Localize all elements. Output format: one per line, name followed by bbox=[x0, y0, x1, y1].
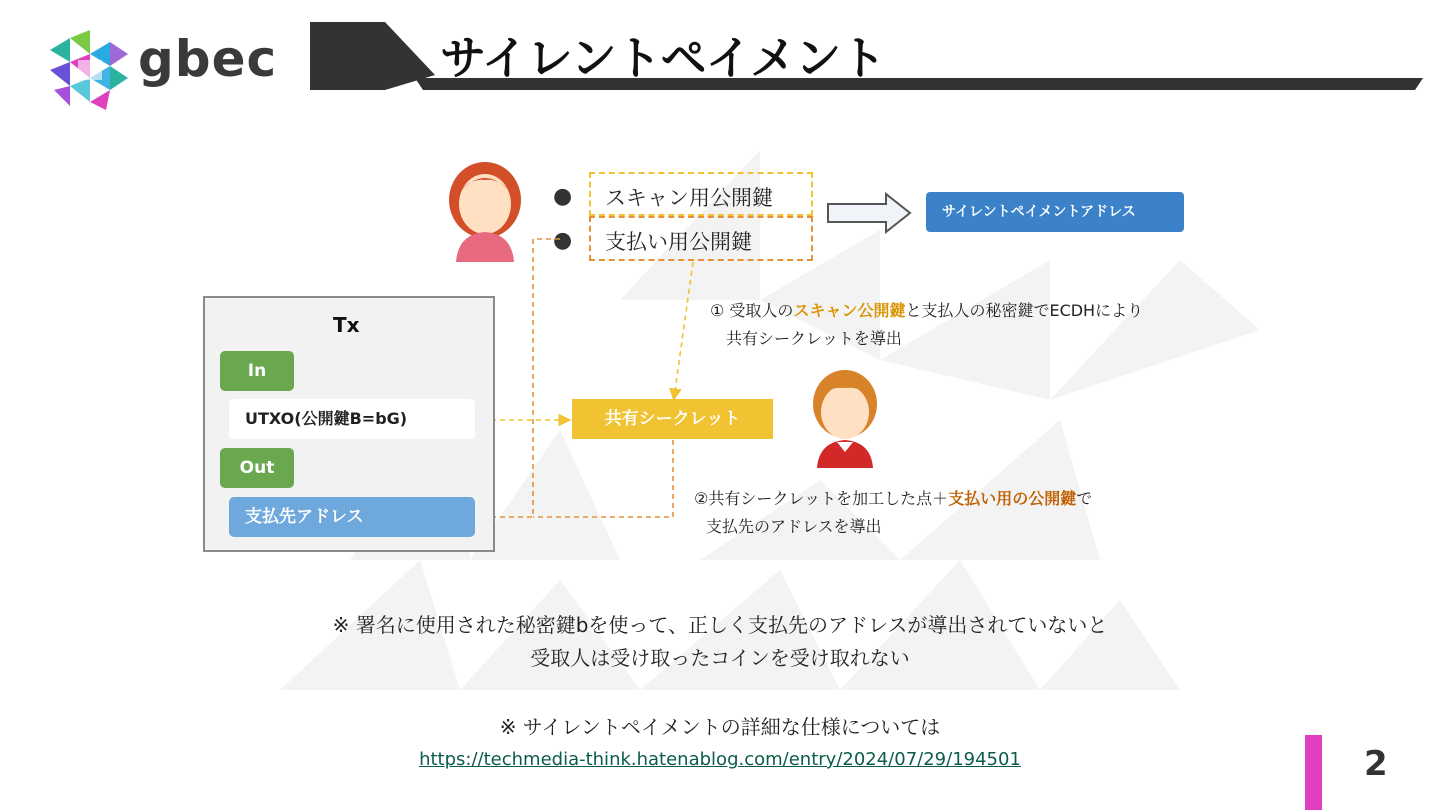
spend-key-label: 支払い用公開鍵 bbox=[605, 230, 752, 254]
spec-link[interactable]: https://techmedia-think.hatenablog.com/entry/2024/07/29/194501 bbox=[419, 749, 1021, 770]
payer-avatar-icon bbox=[805, 368, 885, 470]
page-title: サイレントペイメント bbox=[440, 31, 886, 85]
bullet-dot: ● bbox=[553, 184, 573, 209]
pay-address-box: 支払先アドレス bbox=[229, 497, 475, 537]
accent-bar bbox=[1305, 735, 1322, 810]
bullet-dot: ● bbox=[553, 228, 573, 253]
scan-key-label: スキャン用公開鍵 bbox=[605, 186, 773, 210]
step2-prefix: ②共有シークレットを加工した点＋ bbox=[694, 489, 949, 508]
tx-in-label: In bbox=[220, 351, 294, 391]
step1-note bbox=[710, 297, 1143, 353]
step2-suffix: で bbox=[1076, 489, 1093, 508]
tx-out-label: Out bbox=[220, 448, 294, 488]
footer-note-spec: ※ サイレントペイメントの詳細な仕様については bbox=[499, 715, 941, 739]
step1-line2: 共有シークレットを導出 bbox=[726, 329, 902, 348]
footer-note-line2: 受取人は受け取ったコインを受け取れない bbox=[530, 646, 910, 670]
utxo-label: UTXO(公開鍵B=bG) bbox=[229, 399, 475, 439]
footer-note-line1: ※ 署名に使用された秘密鍵bを使って、正しく支払先のアドレスが導出されていないと bbox=[332, 613, 1108, 637]
shared-secret-box: 共有シークレット bbox=[572, 399, 773, 439]
step2-highlight: 支払い用の公開鍵 bbox=[948, 489, 1077, 508]
tx-title: Tx bbox=[333, 313, 360, 337]
step1-highlight: スキャン公開鍵 bbox=[793, 301, 906, 320]
page-number: 2 bbox=[1364, 744, 1388, 784]
logo-text: gbec bbox=[138, 30, 278, 88]
silent-payment-address-box: サイレントペイメントアドレス bbox=[926, 192, 1184, 232]
step1-prefix: ① 受取人の bbox=[710, 301, 794, 320]
step1-suffix: と支払人の秘密鍵でECDHにより bbox=[905, 301, 1144, 320]
step2-note bbox=[694, 485, 1092, 541]
step2-line2: 支払先のアドレスを導出 bbox=[706, 517, 882, 536]
